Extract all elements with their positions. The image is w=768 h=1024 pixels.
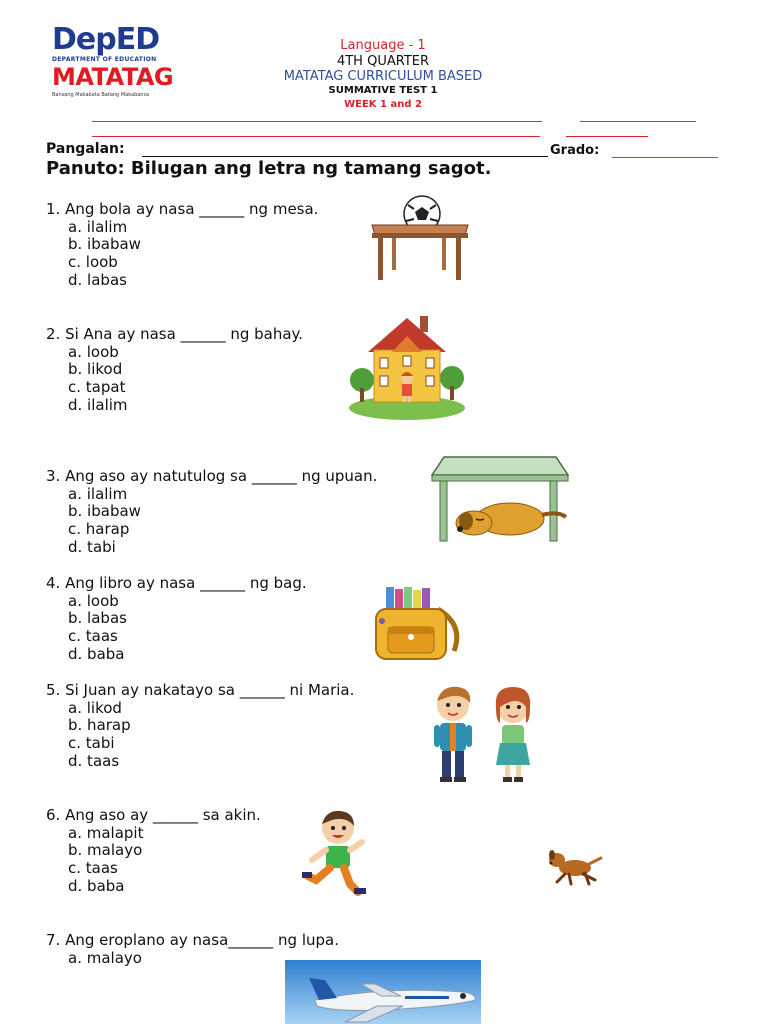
option[interactable]: b. ibabaw bbox=[68, 235, 141, 253]
option[interactable]: d. tabi bbox=[68, 538, 116, 556]
option[interactable]: b. likod bbox=[68, 360, 123, 378]
option[interactable]: c. harap bbox=[68, 520, 130, 538]
girl-in-front-of-house-illustration bbox=[348, 312, 466, 420]
dog-sleeping-under-table-illustration bbox=[430, 455, 570, 545]
question-stem: 6. Ang aso ay ______ sa akin. bbox=[46, 806, 261, 824]
option[interactable]: a. malapit bbox=[68, 824, 144, 842]
option[interactable]: d. baba bbox=[68, 877, 125, 895]
logo-tagline: Bansang Makabata Batang Makabansa bbox=[52, 92, 150, 98]
header-rule bbox=[580, 121, 696, 122]
airplane-in-sky-illustration bbox=[285, 960, 481, 1024]
soccer-ball-on-table-illustration bbox=[370, 195, 470, 285]
option[interactable]: a. ilalim bbox=[68, 485, 128, 503]
option[interactable]: a. loob bbox=[68, 592, 119, 610]
option[interactable]: c. loob bbox=[68, 253, 118, 271]
question-stem: 2. Si Ana ay nasa ______ ng bahay. bbox=[46, 325, 304, 343]
option[interactable]: d. ilalim bbox=[68, 396, 128, 414]
option[interactable]: b. labas bbox=[68, 609, 127, 627]
option[interactable]: c. taas bbox=[68, 627, 118, 645]
subject-title: Language - 1 bbox=[340, 38, 426, 53]
grade-label: Grado: bbox=[550, 143, 600, 158]
matatag-logo-text: MATATAG bbox=[52, 63, 174, 91]
grade-field-line[interactable] bbox=[612, 157, 718, 158]
option[interactable]: a. likod bbox=[68, 699, 122, 717]
name-label: Pangalan: bbox=[46, 141, 125, 157]
name-field-line[interactable] bbox=[142, 156, 548, 157]
option[interactable]: d. baba bbox=[68, 645, 125, 663]
question-stem: 4. Ang libro ay nasa ______ ng bag. bbox=[46, 574, 307, 592]
option[interactable]: d. labas bbox=[68, 271, 127, 289]
option[interactable]: b. ibabaw bbox=[68, 502, 141, 520]
dog-running-illustration bbox=[545, 848, 607, 888]
option[interactable]: c. taas bbox=[68, 859, 118, 877]
question-stem: 5. Si Juan ay nakatayo sa ______ ni Maria. bbox=[46, 681, 355, 699]
option[interactable]: c. tabi bbox=[68, 734, 115, 752]
header-rule bbox=[92, 136, 540, 137]
boy-running-illustration bbox=[300, 808, 370, 896]
option[interactable]: d. taas bbox=[68, 752, 120, 770]
option[interactable]: a. malayo bbox=[68, 949, 142, 967]
question-stem: 3. Ang aso ay natutulog sa ______ ng upuan. bbox=[46, 467, 378, 485]
curriculum-title: MATATAG CURRICULUM BASED bbox=[283, 69, 483, 84]
header-rule bbox=[566, 136, 648, 137]
question-stem: 7. Ang eroplano ay nasa______ ng lupa. bbox=[46, 931, 339, 949]
deped-matatag-logo bbox=[50, 20, 175, 110]
week-title: WEEK 1 and 2 bbox=[344, 99, 422, 110]
option[interactable]: a. loob bbox=[68, 343, 119, 361]
option[interactable]: b. malayo bbox=[68, 841, 143, 859]
option[interactable]: b. harap bbox=[68, 716, 131, 734]
instruction-text: Panuto: Bilugan ang letra ng tamang sagot. bbox=[46, 158, 492, 179]
question-stem: 1. Ang bola ay nasa ______ ng mesa. bbox=[46, 200, 319, 218]
test-title: SUMMATIVE TEST 1 bbox=[328, 85, 438, 96]
header-rule bbox=[92, 121, 542, 122]
option[interactable]: a. ilalim bbox=[68, 218, 128, 236]
department-text: DEPARTMENT OF EDUCATION bbox=[52, 56, 157, 63]
boy-and-girl-standing-illustration bbox=[428, 683, 540, 785]
quarter-title: 4TH QUARTER bbox=[336, 54, 430, 69]
deped-logo-text: DepED bbox=[52, 22, 160, 57]
option[interactable]: c. tapat bbox=[68, 378, 126, 396]
books-in-backpack-illustration bbox=[368, 585, 468, 661]
